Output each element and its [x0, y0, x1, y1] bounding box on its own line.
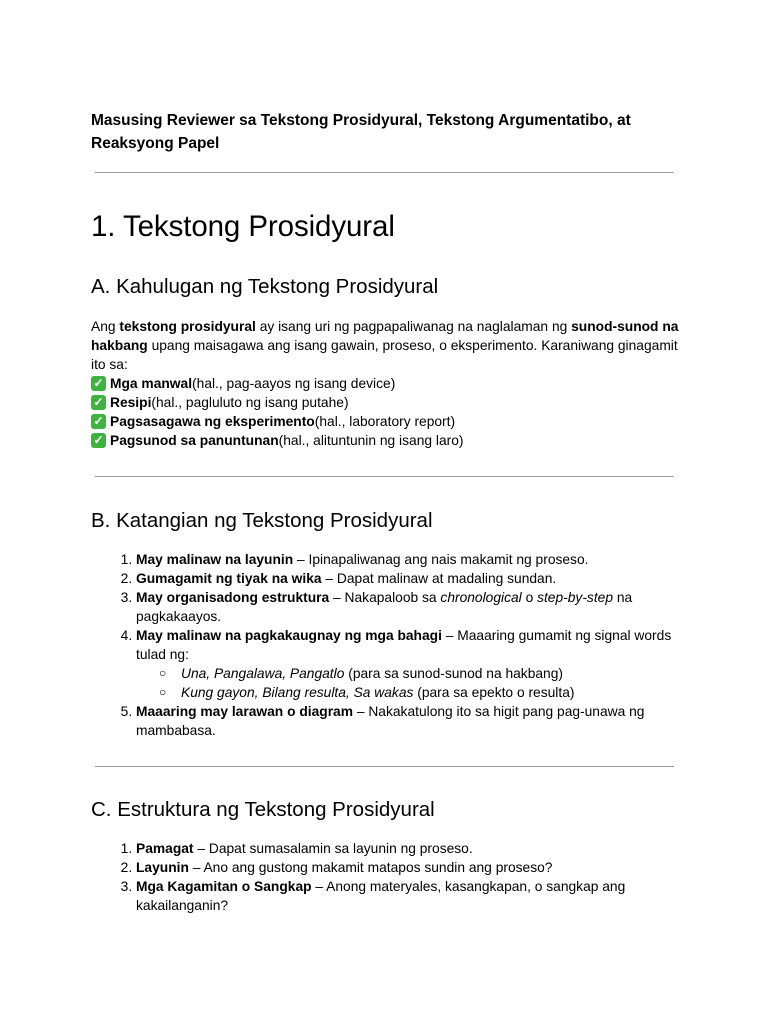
bold-term: Pagsunod sa panuntunan — [110, 433, 279, 448]
list-item — [181, 683, 696, 702]
item-text: o — [521, 590, 538, 605]
bold-term: Mga manwal — [110, 376, 193, 391]
list-item — [136, 569, 696, 588]
check-mark-icon: ✓ — [91, 433, 106, 448]
document-title: Masusing Reviewer sa Tekstong Prosidyural, Tekstong Argumentatibo, at Reaksyong Papel — [91, 112, 631, 152]
list-item — [136, 550, 696, 569]
divider — [95, 172, 674, 173]
bold-term: tekstong prosidyural — [119, 319, 256, 334]
bold-term: May malinaw na pagkakaugnay ng mga bahagi — [136, 628, 442, 643]
subsection-heading-b: B. Katangian ng Tekstong Prosidyural — [91, 509, 433, 532]
list-item — [136, 626, 696, 702]
text-run: ay isang uri ng pagpapaliwanag na naglalaman ng — [255, 319, 572, 334]
bold-term: sunod-sunod na hakbang — [91, 319, 679, 353]
item-text: – Nakapaloob sa — [329, 590, 441, 605]
item-text: – Ipinapaliwanag ang nais makamit ng proseso. — [293, 552, 589, 567]
bold-term: Maaaring may larawan o diagram — [136, 704, 353, 719]
list-item — [136, 858, 696, 877]
item-text: – Nakakatulong ito sa higit pang pag-unawa ng mambabasa. — [136, 704, 645, 738]
italic-term: step-by-step — [537, 590, 613, 605]
item-text: – Maaaring gumamit ng signal words tulad ng: — [136, 628, 672, 662]
bold-term: Pagsasagawa ng eksperimento — [110, 414, 315, 429]
subsection-heading-a: A. Kahulugan ng Tekstong Prosidyural — [91, 275, 439, 298]
list-item — [136, 839, 696, 858]
list-item — [136, 588, 696, 626]
item-note: (para sa epekto o resulta) — [413, 685, 575, 700]
italic-term: Kung gayon, Bilang resulta, Sa wakas — [181, 685, 414, 700]
item-note: (hal., alituntunin ng isang laro) — [278, 433, 464, 448]
list-item — [136, 877, 696, 915]
divider — [95, 476, 674, 477]
item-note: (hal., pag-aayos ng isang device) — [192, 376, 396, 391]
item-text: na pagkakaayos. — [136, 590, 633, 624]
item-text: – Anong materyales, kasangkapan, o sangkap ang kakailanganin? — [136, 879, 626, 913]
bold-term: May organisadong estruktura — [136, 590, 330, 605]
item-note: (para sa sunod-sunod na hakbang) — [344, 666, 563, 681]
text-run: Ang — [91, 319, 120, 334]
signal-words-list — [136, 664, 696, 702]
item-text: – Dapat malinaw at madaling sundan. — [321, 571, 557, 586]
check-mark-icon: ✓ — [91, 414, 106, 429]
check-mark-icon: ✓ — [91, 376, 106, 391]
list-item — [181, 664, 696, 683]
item-note: (hal., laboratory report) — [314, 414, 456, 429]
list-item — [91, 374, 681, 393]
uses-list — [91, 374, 681, 450]
bold-term: Resipi — [110, 395, 152, 410]
italic-term: chronological — [440, 590, 522, 605]
bold-term: Gumagamit ng tiyak na wika — [136, 571, 322, 586]
check-mark-icon: ✓ — [91, 395, 106, 410]
list-item — [91, 412, 681, 431]
item-text: – Dapat sumasalamin sa layunin ng proseso. — [193, 841, 473, 856]
divider — [95, 766, 674, 767]
bold-term: Pamagat — [136, 841, 194, 856]
characteristics-list — [91, 550, 696, 740]
bold-term: Layunin — [136, 860, 189, 875]
definition-paragraph — [91, 317, 681, 450]
subsection-heading-c: C. Estruktura ng Tekstong Prosidyural — [91, 798, 435, 821]
structure-list — [91, 839, 696, 915]
section-heading: 1. Tekstong Prosidyural — [91, 210, 395, 243]
text-run: upang maisagawa ang isang gawain, proseso, o eksperimento. Karaniwang ginagamit ito sa: — [91, 338, 678, 372]
item-text: – Ano ang gustong makamit matapos sundin ang proseso? — [188, 860, 553, 875]
bold-term: Mga Kagamitan o Sangkap — [136, 879, 312, 894]
list-item — [91, 393, 681, 412]
list-item — [91, 431, 681, 450]
item-note: (hal., pagluluto ng isang putahe) — [151, 395, 349, 410]
bold-term: May malinaw na layunin — [136, 552, 294, 567]
list-item — [136, 702, 696, 740]
italic-term: Una, Pangalawa, Pangatlo — [181, 666, 345, 681]
